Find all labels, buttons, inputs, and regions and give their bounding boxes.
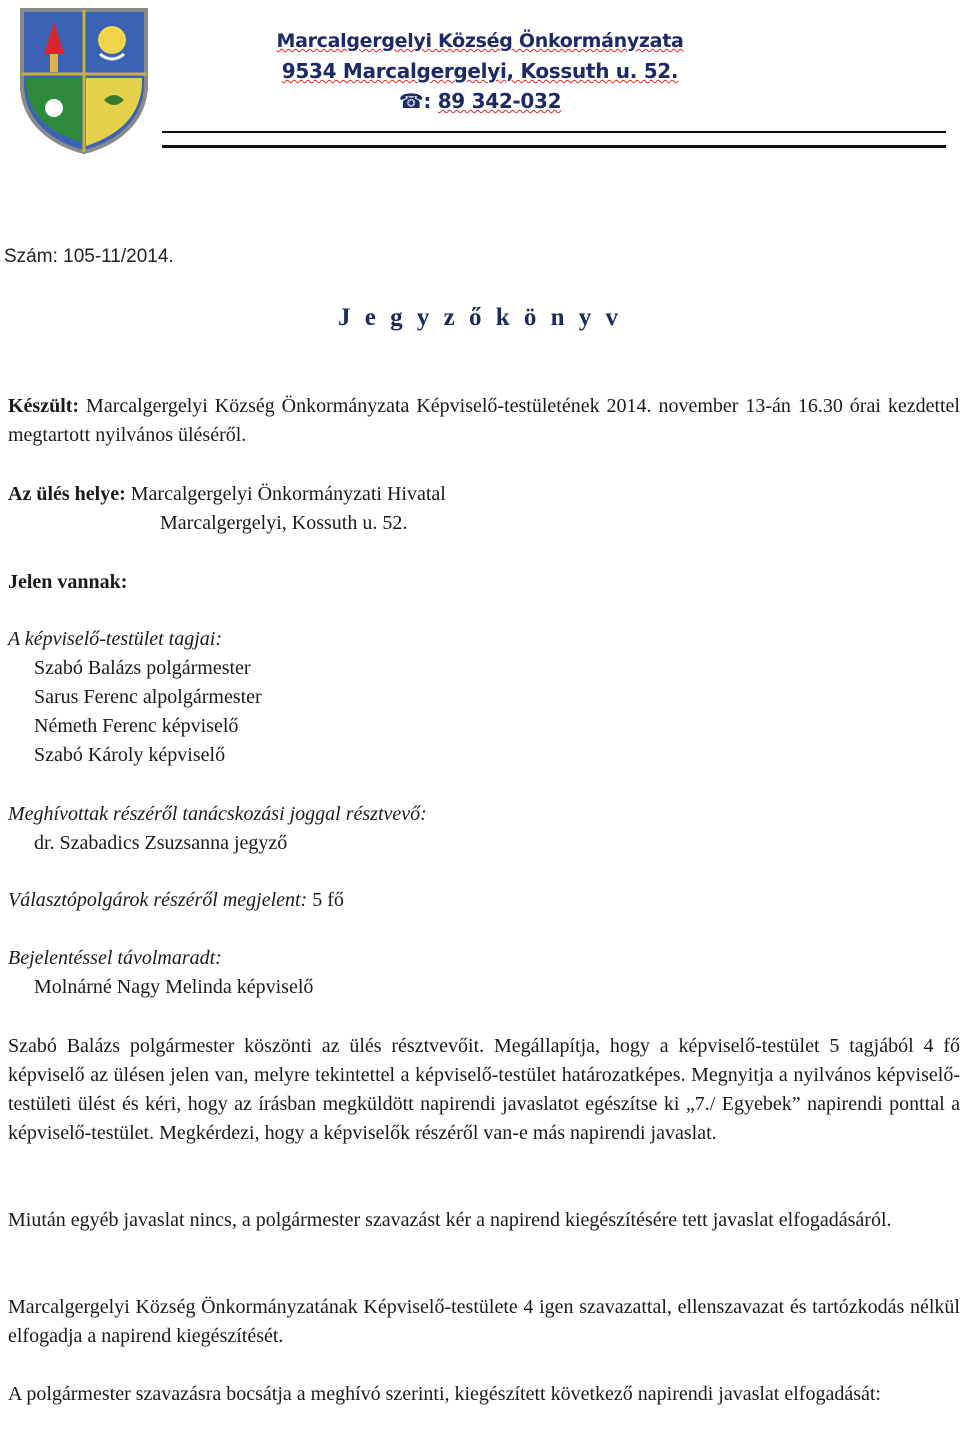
header-divider-thin [162, 131, 946, 133]
organization-address: 9534 Marcalgergelyi, Kossuth u. 52. [281, 59, 679, 83]
venue-line-1: Marcalgergelyi Önkormányzati Hivatal [130, 483, 446, 505]
phone-icon: ☎: [398, 89, 432, 113]
member-item: Németh Ferenc képviselő [34, 715, 239, 737]
venue-label: Az ülés helye: [8, 483, 126, 505]
venue-section [8, 480, 960, 538]
letterhead [200, 26, 760, 116]
prepared-text: Marcalgergelyi Község Önkormányzata Képviselő-testületének 2014. november 13-án 16.30 órai kezdettel megtartott nyilvános üléséről. [8, 395, 960, 446]
absent-section [8, 944, 960, 1002]
invited-item: dr. Szabadics Zsuzsanna jegyző [34, 832, 288, 854]
invited-label: Meghívottak részéről tanácskozási joggal résztvevő: [8, 803, 427, 825]
members-label: A képviselő-testület tagjai: [8, 628, 223, 650]
prepared-section [8, 392, 960, 450]
invited-section [8, 800, 960, 858]
citizens-label: Választópolgárok részéről megjelent: [8, 889, 308, 911]
absent-item: Molnárné Nagy Melinda képviselő [34, 976, 314, 998]
citizens-section [8, 886, 960, 915]
reference-number: Szám: 105-11/2014. [4, 246, 174, 267]
member-item: Szabó Károly képviselő [34, 744, 226, 766]
prepared-label: Készült: [8, 395, 80, 417]
header-divider-thick [162, 145, 946, 148]
paragraph-vote-request: Miután egyéb javaslat nincs, a polgármester szavazást kér a napirend kiegészítésére tett javaslat elfogadásáról. [8, 1209, 892, 1231]
organization-name: Marcalgergelyi Község Önkormányzata [276, 30, 684, 52]
member-item: Sarus Ferenc alpolgármester [34, 686, 262, 708]
paragraph-vote-result: Marcalgergelyi Község Önkormányzatának Képviselő-testülete 4 igen szavazattal, ellenszavazat és tartózkodás nélkül elfogadja a napirend kiegészítését. [8, 1296, 960, 1347]
organization-phone: ☎: 89 342-032 [398, 89, 562, 113]
paragraph-opening: Szabó Balázs polgármester köszönti az ülés résztvevőit. Megállapítja, hogy a képviselő-testület 5 tagjából 4 fő képviselő az ülésen jelen van, melyre tekintettel a képviselő-testület határozatképes. Megnyitja a nyilvános képviselő-testületi ülést és kéri, hogy az írásban megküldött napirendi javaslatot egészítse ki „7./ Egyebek” napirendi ponttal a képviselő-testület. Megkérdezi, hogy a képviselők részéről van-e más napirendi javaslat. [8, 1035, 960, 1144]
coat-of-arms-icon [8, 4, 160, 156]
present-label: Jelen vannak: [8, 571, 128, 593]
paragraph-agenda-vote: A polgármester szavazásra bocsátja a meghívó szerinti, kiegészített következő napirendi javaslat elfogadását: [8, 1383, 881, 1405]
citizens-value: 5 fő [312, 889, 344, 911]
document-title: J e g y z ő k ö n y v [338, 304, 622, 331]
members-section [8, 625, 960, 770]
absent-label: Bejelentéssel távolmaradt: [8, 947, 222, 969]
venue-line-2: Marcalgergelyi, Kossuth u. 52. [160, 512, 408, 534]
member-item: Szabó Balázs polgármester [34, 657, 251, 679]
